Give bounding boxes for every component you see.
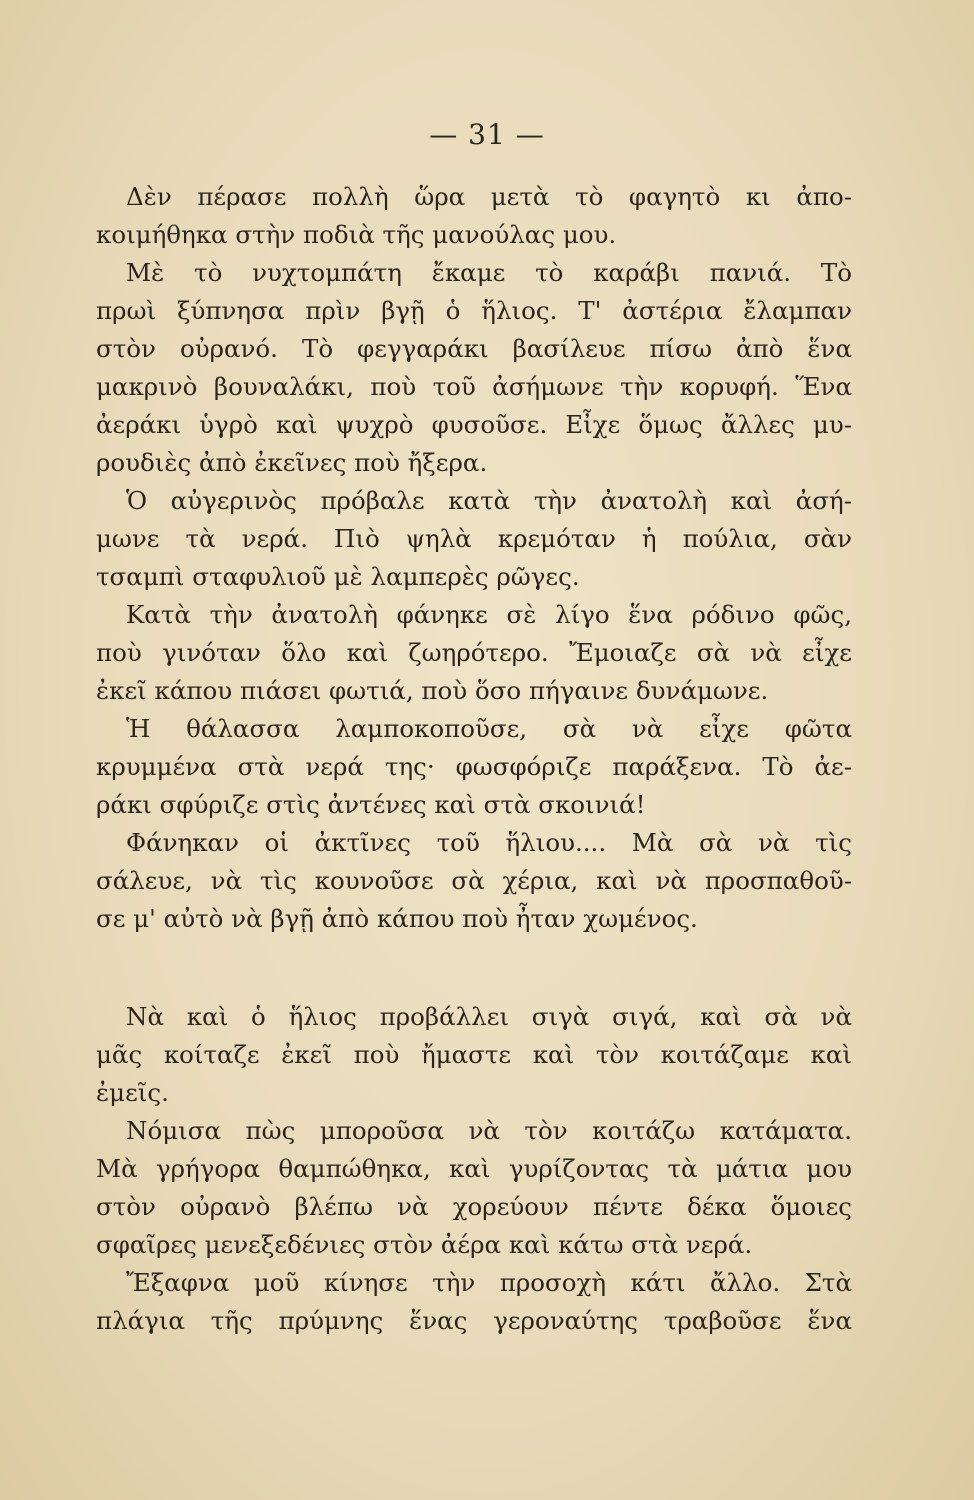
text-line: Νόμισα πὼς μποροῦσα νὰ τὸν κοιτάζω κατάματα.	[126, 1116, 852, 1145]
text-line: κοιμήθηκα στὴν ποδιὰ τῆς μανούλας μου.	[96, 220, 617, 249]
text-block-2	[96, 998, 852, 1340]
text-line: ποὺ γινόταν ὅλο καὶ ζωηρότερο. Ἔμοιαζε σὰ νὰ εἶχε	[96, 638, 852, 667]
text-line: κρυμμένα στὰ νερά της· φωσφόριζε παράξενα. Τὸ ἀε-	[96, 752, 852, 781]
page-number: — 31 —	[429, 118, 545, 151]
text-line: σάλευε, νὰ τὶς κουνοῦσε σὰ χέρια, καὶ νὰ προσπαθοῦ-	[96, 866, 852, 895]
text-line: Κατὰ τὴν ἀνατολὴ φάνηκε σὲ λίγο ἕνα ρόδινο φῶς,	[126, 600, 852, 629]
text-line: μωνε τὰ νερά. Πιὸ ψηλὰ κρεμόταν ἡ πούλια, σὰν	[96, 524, 852, 553]
text-block-1	[96, 178, 852, 938]
text-line: σε μ' αὐτὸ νὰ βγῇ ἀπὸ κάπου ποὺ ἦταν χωμένος.	[96, 904, 698, 933]
text-line: ἐμεῖς.	[96, 1078, 169, 1107]
text-line: Ἡ θάλασσα λαμποκοποῦσε, σὰ νὰ εἶχε φῶτα	[126, 714, 852, 743]
text-line: Φάνηκαν οἱ ἀκτῖνες τοῦ ἥλιου.... Μὰ σὰ νὰ τὶς	[126, 828, 852, 857]
text-line: πλάγια τῆς πρύμνης ἕνας γεροναύτης τραβοῦσε ἕνα	[96, 1306, 852, 1335]
text-line: ἀεράκι ὑγρὸ καὶ ψυχρὸ φυσοῦσε. Εἶχε ὅμως ἄλλες μυ-	[96, 410, 852, 439]
text-line: σφαῖρες μενεξεδένιες στὸν ἀέρα καὶ κάτω στὰ νερά.	[96, 1230, 753, 1259]
text-line: Νὰ καὶ ὁ ἥλιος προβάλλει σιγὰ σιγά, καὶ σὰ νὰ	[126, 1002, 852, 1031]
text-line: ράκι σφύριζε στὶς ἀντένες καὶ στὰ σκοινιά!	[96, 790, 646, 819]
text-line: Δὲν πέρασε πολλὴ ὥρα μετὰ τὸ φαγητὸ κι ἀπο-	[126, 182, 852, 211]
text-line: Ὁ αὐγερινὸς πρόβαλε κατὰ τὴν ἀνατολὴ καὶ ἀσή-	[126, 486, 852, 515]
text-line: μακρινὸ βουναλάκι, ποὺ τοῦ ἀσήμωνε τὴν κορυφή. Ἕνα	[96, 372, 852, 401]
text-line: Μὰ γρήγορα θαμπώθηκα, καὶ γυρίζοντας τὰ μάτια μου	[96, 1154, 852, 1183]
text-line: πρωὶ ξύπνησα πρὶν βγῇ ὁ ἥλιος. Τ' ἀστέρια ἔλαμπαν	[96, 296, 852, 325]
text-line: μᾶς κοίταζε ἐκεῖ ποὺ ἤμαστε καὶ τὸν κοιτάζαμε καὶ	[96, 1040, 852, 1069]
text-line: Ἔξαφνα μοῦ κίνησε τὴν προσοχὴ κάτι ἄλλο. Στὰ	[126, 1268, 852, 1297]
text-line: στὸν οὐρανὸ βλέπω νὰ χορεύουν πέντε δέκα ὅμοιες	[96, 1192, 852, 1221]
text-line: τσαμπὶ σταφυλιοῦ μὲ λαμπερὲς ρῶγες.	[96, 562, 580, 591]
text-line: ρουδιὲς ἀπὸ ἐκεῖνες ποὺ ἤξερα.	[96, 448, 488, 477]
text-line: ἐκεῖ κάπου πιάσει φωτιά, ποὺ ὅσο πήγαινε δυνάμωνε.	[96, 676, 769, 705]
text-line: στὸν οὐρανό. Τὸ φεγγαράκι βασίλευε πίσω ἀπὸ ἕνα	[96, 334, 852, 363]
text-line: Μὲ τὸ νυχτομπάτη ἔκαμε τὸ καράβι πανιά. Τὸ	[126, 258, 852, 287]
